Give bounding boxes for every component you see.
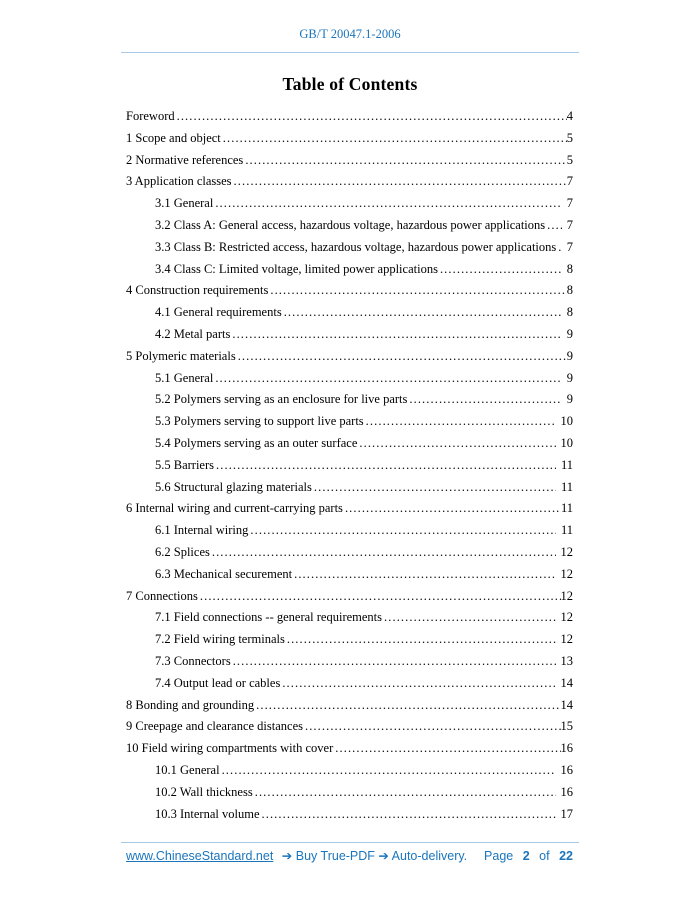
toc-entry-label: 5.5 Barriers <box>155 457 215 472</box>
toc-entry-page: 16 <box>560 784 573 799</box>
toc-entry-label: 3 Application classes <box>126 174 232 189</box>
toc-entry-label: 3.3 Class B: Restricted access, hazardous voltage, hazardous power applications <box>155 239 557 254</box>
toc-entry[interactable] <box>126 150 573 172</box>
toc-dot-leader <box>212 542 556 564</box>
toc-entry-page: 13 <box>560 653 573 668</box>
toc-entry[interactable] <box>126 804 573 826</box>
document-header-code: GB/T 20047.1-2006 <box>299 27 401 41</box>
toc-entry-page: 5 <box>566 130 573 145</box>
toc-entry-label: 7 Connections <box>126 588 198 603</box>
toc-entry-page: 8 <box>566 283 573 298</box>
toc-entry[interactable] <box>126 455 573 477</box>
toc-dot-leader <box>238 346 567 368</box>
toc-entry-page: 9 <box>566 348 573 363</box>
toc-entry-page: 11 <box>560 501 573 516</box>
footer <box>126 848 573 863</box>
toc-entry[interactable] <box>126 280 573 302</box>
toc-dot-leader <box>234 171 567 193</box>
toc-dot-leader <box>250 520 556 542</box>
toc-entry[interactable] <box>126 520 573 542</box>
toc-dot-leader <box>440 259 562 281</box>
toc-entry-page: 7 <box>566 239 573 254</box>
toc-entry[interactable] <box>126 564 573 586</box>
toc-entry-label: 5.3 Polymers serving to support live parts <box>155 414 364 429</box>
toc-entry-page: 17 <box>560 806 573 821</box>
toc-entry[interactable] <box>126 368 573 390</box>
toc-entry-label: 5.2 Polymers serving as an enclosure for live parts <box>155 392 408 407</box>
toc-entry[interactable] <box>126 193 573 215</box>
toc-entry-label: 6 Internal wiring and current-carrying parts <box>126 501 343 516</box>
toc-entry[interactable] <box>126 259 573 281</box>
toc-dot-leader <box>216 455 556 477</box>
toc-entry[interactable] <box>126 629 573 651</box>
footer-of-label: of <box>539 849 550 863</box>
toc-entry-page: 9 <box>566 326 573 341</box>
toc-entry-label: Foreword <box>126 109 175 123</box>
toc-dot-leader <box>345 498 561 520</box>
footer-page-label: Page <box>484 849 514 863</box>
toc-dot-leader <box>335 738 560 760</box>
toc-entry-label: 6.2 Splices <box>155 544 210 559</box>
toc-entry-label: 5.4 Polymers serving as an outer surface <box>155 435 358 450</box>
toc-dot-leader <box>384 607 555 629</box>
toc-entry-label: 8 Bonding and grounding <box>126 697 255 712</box>
toc-entry[interactable] <box>126 673 573 695</box>
header-divider <box>121 52 579 53</box>
toc-dot-leader <box>245 150 566 172</box>
toc-entry-page: 12 <box>560 610 573 625</box>
toc-entry-page: 10 <box>560 435 573 450</box>
toc-dot-leader <box>262 804 556 826</box>
toc-entry[interactable] <box>126 542 573 564</box>
toc-entry-label: 7.3 Connectors <box>155 653 231 668</box>
toc-dot-leader <box>287 629 556 651</box>
toc-dot-leader <box>270 280 566 302</box>
toc-entry[interactable] <box>126 171 573 193</box>
toc-entry-page: 4 <box>566 109 573 123</box>
toc-entry-page: 7 <box>566 217 573 232</box>
toc-dot-leader <box>294 564 555 586</box>
toc-dot-leader <box>359 433 555 455</box>
toc-entry[interactable] <box>126 651 573 673</box>
toc-entry-label: 5 Polymeric materials <box>126 348 236 363</box>
toc-entry-label: 10.1 General <box>155 762 220 777</box>
toc-entry-page: 12 <box>560 632 573 647</box>
toc-entry[interactable] <box>126 695 573 717</box>
toc-entry[interactable] <box>126 128 573 150</box>
toc-entry-page: 5 <box>566 152 573 167</box>
toc-entry-page: 16 <box>560 741 573 756</box>
toc-entry-label: 3.2 Class A: General access, hazardous voltage, hazardous power applications <box>155 217 546 232</box>
toc-entry-page: 11 <box>560 457 573 472</box>
toc-dot-leader <box>547 215 562 237</box>
toc-entry-page: 15 <box>560 719 573 734</box>
toc-entry-page: 9 <box>566 392 573 407</box>
toc-entry-label: 7.2 Field wiring terminals <box>155 632 285 647</box>
toc-entry-label: 4 Construction requirements <box>126 283 269 298</box>
toc-entry[interactable] <box>126 760 573 782</box>
toc-entry[interactable] <box>126 738 573 760</box>
toc-dot-leader <box>223 128 567 150</box>
toc-entry-label: 3.1 General <box>155 196 214 211</box>
toc-entry-label: 7.1 Field connections -- general requirements <box>155 610 383 625</box>
toc-entry[interactable] <box>126 411 573 433</box>
toc-entry[interactable] <box>126 324 573 346</box>
toc-dot-leader <box>409 389 561 411</box>
toc-entry-label: 5.6 Structural glazing materials <box>155 479 312 494</box>
toc-entry-label: 6.1 Internal wiring <box>155 523 249 538</box>
toc-entry-label: 7.4 Output lead or cables <box>155 675 281 690</box>
toc-entry[interactable] <box>126 782 573 804</box>
toc-entry-label: 6.3 Mechanical securement <box>155 566 293 581</box>
footer-site-link[interactable]: www.ChineseStandard.net <box>126 849 274 863</box>
toc-entry-page: 16 <box>560 762 573 777</box>
toc-entry-page: 12 <box>560 588 573 603</box>
toc-entry-page: 7 <box>566 196 573 211</box>
toc-entry-label: 10.2 Wall thickness <box>155 784 253 799</box>
toc-entry[interactable] <box>126 477 573 499</box>
toc-dot-leader <box>200 586 561 608</box>
toc-dot-leader <box>282 673 555 695</box>
toc-entry-page: 7 <box>566 174 573 189</box>
toc-entry[interactable] <box>126 716 573 738</box>
toc-dot-leader <box>256 695 560 717</box>
toc-entry-label: 9 Creepage and clearance distances <box>126 719 303 734</box>
footer-page-total: 22 <box>559 849 573 863</box>
page-title: Table of Contents <box>282 74 418 94</box>
toc-dot-leader <box>215 193 561 215</box>
toc-entry-label: 1 Scope and object <box>126 130 221 145</box>
footer-page-indicator <box>484 849 573 863</box>
toc-entry-label: 5.1 General <box>155 370 214 385</box>
toc-dot-leader <box>558 237 561 259</box>
toc-dot-leader <box>215 368 561 390</box>
footer-page-current: 2 <box>522 849 530 863</box>
toc-dot-leader <box>232 324 561 346</box>
toc-dot-leader <box>255 782 556 804</box>
toc-dot-leader <box>305 716 561 738</box>
footer-divider <box>121 842 579 843</box>
toc-entry-label: 3.4 Class C: Limited voltage, limited power applications <box>155 261 438 276</box>
toc-dot-leader <box>177 106 567 128</box>
toc-entry[interactable] <box>126 498 573 520</box>
toc-entry[interactable] <box>126 302 573 324</box>
toc-entry-page: 8 <box>566 305 573 320</box>
toc-entry-page: 10 <box>560 414 573 429</box>
toc-entry-label: 4.1 General requirements <box>155 305 282 320</box>
toc-entry[interactable] <box>126 433 573 455</box>
toc-dot-leader <box>233 651 556 673</box>
toc-entry[interactable] <box>126 586 573 608</box>
toc-dot-leader <box>284 302 562 324</box>
toc-entry-label: 10 Field wiring compartments with cover <box>126 741 334 756</box>
toc-entry-page: 9 <box>566 370 573 385</box>
toc-entry[interactable] <box>126 607 573 629</box>
toc-entry-page: 12 <box>560 544 573 559</box>
toc-list <box>126 106 573 825</box>
toc-entry-page: 14 <box>560 675 573 690</box>
toc-dot-leader <box>222 760 556 782</box>
footer-left <box>126 848 467 863</box>
toc-entry[interactable] <box>126 215 573 237</box>
toc-entry[interactable] <box>126 346 573 368</box>
toc-entry-page: 11 <box>560 523 573 538</box>
toc-entry-label: 2 Normative references <box>126 152 244 167</box>
toc-entry-label: 4.2 Metal parts <box>155 326 231 341</box>
toc-entry[interactable] <box>126 106 573 128</box>
footer-tagline: ➔ Buy True-PDF ➔ Auto-delivery. <box>281 849 468 863</box>
toc-entry-page: 14 <box>560 697 573 712</box>
toc-entry[interactable] <box>126 237 573 259</box>
toc-entry-page: 11 <box>560 479 573 494</box>
toc-dot-leader <box>366 411 556 433</box>
toc-entry-page: 8 <box>566 261 573 276</box>
toc-entry[interactable] <box>126 389 573 411</box>
toc-entry-label: 10.3 Internal volume <box>155 806 260 821</box>
toc-dot-leader <box>314 477 556 499</box>
toc-entry-page: 12 <box>560 566 573 581</box>
